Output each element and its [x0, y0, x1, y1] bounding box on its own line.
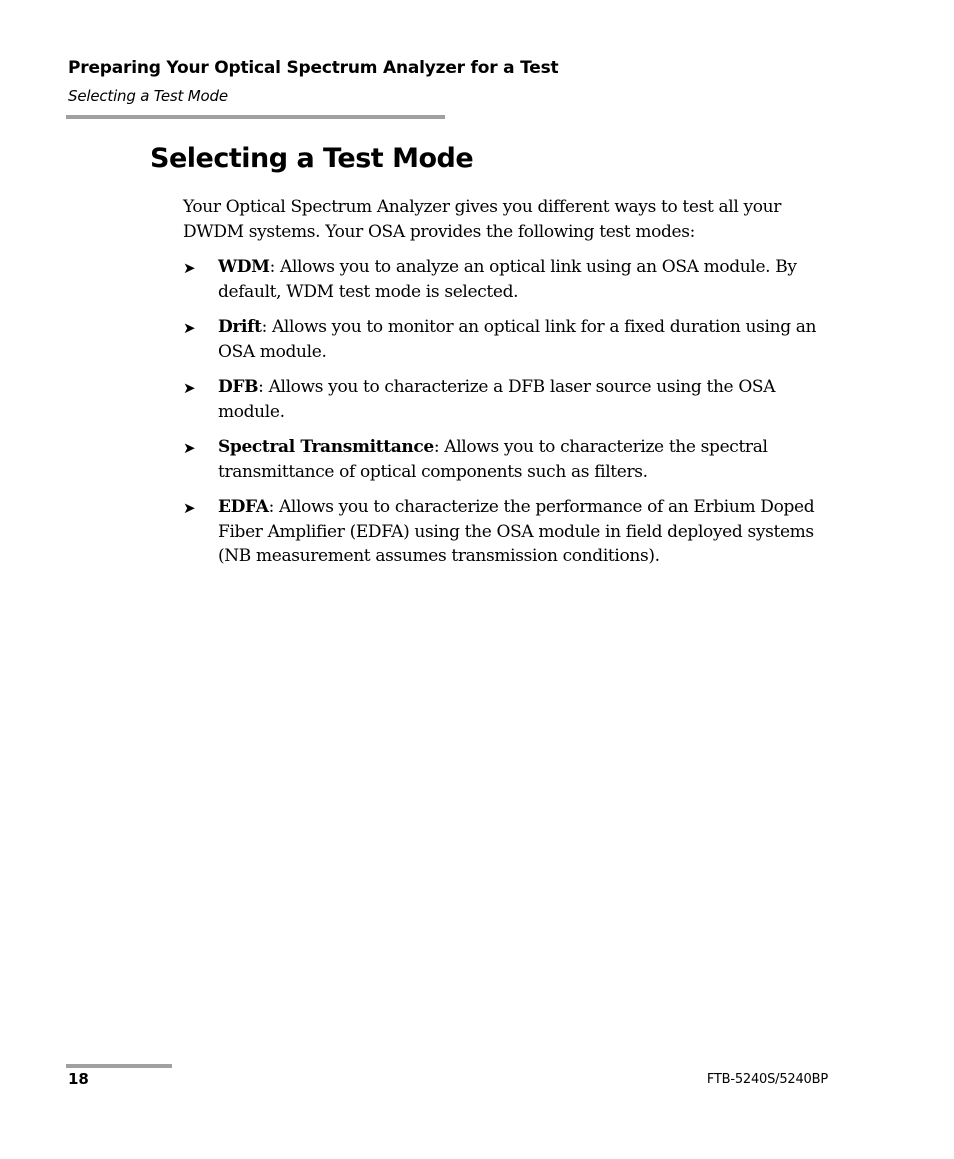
list-item-dfb — [183, 375, 823, 424]
intro-paragraph: Your Optical Spectrum Analyzer gives you different ways to test all your DWDM systems. Your OSA provides the following test modes: — [183, 197, 782, 242]
arrow-bullet-icon: ➤ — [183, 379, 196, 397]
mode-description: : Allows you to characterize the spectral transmittance of optical components such as filters. — [218, 437, 768, 482]
mode-term: DFB — [218, 377, 259, 397]
section-body — [183, 195, 823, 580]
mode-term: Drift — [218, 317, 262, 337]
arrow-bullet-icon: ➤ — [183, 499, 196, 517]
mode-term: WDM — [218, 257, 270, 277]
list-item-drift — [183, 315, 823, 364]
test-mode-list — [183, 255, 823, 569]
chapter-title: Preparing Your Optical Spectrum Analyzer for a Test — [68, 58, 559, 78]
mode-term: EDFA — [218, 497, 269, 517]
mode-description: : Allows you to characterize the performance of an Erbium Doped Fiber Amplifier (EDFA) using the OSA module in field deployed systems (NB measurement assumes transmission conditions). — [218, 497, 815, 566]
page-title: Selecting a Test Mode — [150, 143, 474, 174]
list-item-edfa — [183, 495, 823, 569]
arrow-bullet-icon: ➤ — [183, 259, 196, 277]
page-number: 18 — [68, 1070, 89, 1088]
arrow-bullet-icon: ➤ — [183, 319, 196, 337]
product-name: FTB-5240S/5240BP — [706, 1072, 828, 1087]
mode-term: Spectral Transmittance — [218, 437, 434, 457]
mode-description: : Allows you to analyze an optical link using an OSA module. By default, WDM test mode is selected. — [218, 257, 797, 302]
footer-divider — [66, 1064, 172, 1068]
section-subtitle: Selecting a Test Mode — [68, 87, 228, 105]
arrow-bullet-icon: ➤ — [183, 439, 196, 457]
mode-description: : Allows you to characterize a DFB laser source using the OSA module. — [218, 377, 776, 422]
mode-description: : Allows you to monitor an optical link for a fixed duration using an OSA module. — [218, 317, 817, 362]
list-item-spectral-transmittance — [183, 435, 823, 484]
header-divider — [66, 115, 445, 119]
list-item-wdm — [183, 255, 823, 304]
